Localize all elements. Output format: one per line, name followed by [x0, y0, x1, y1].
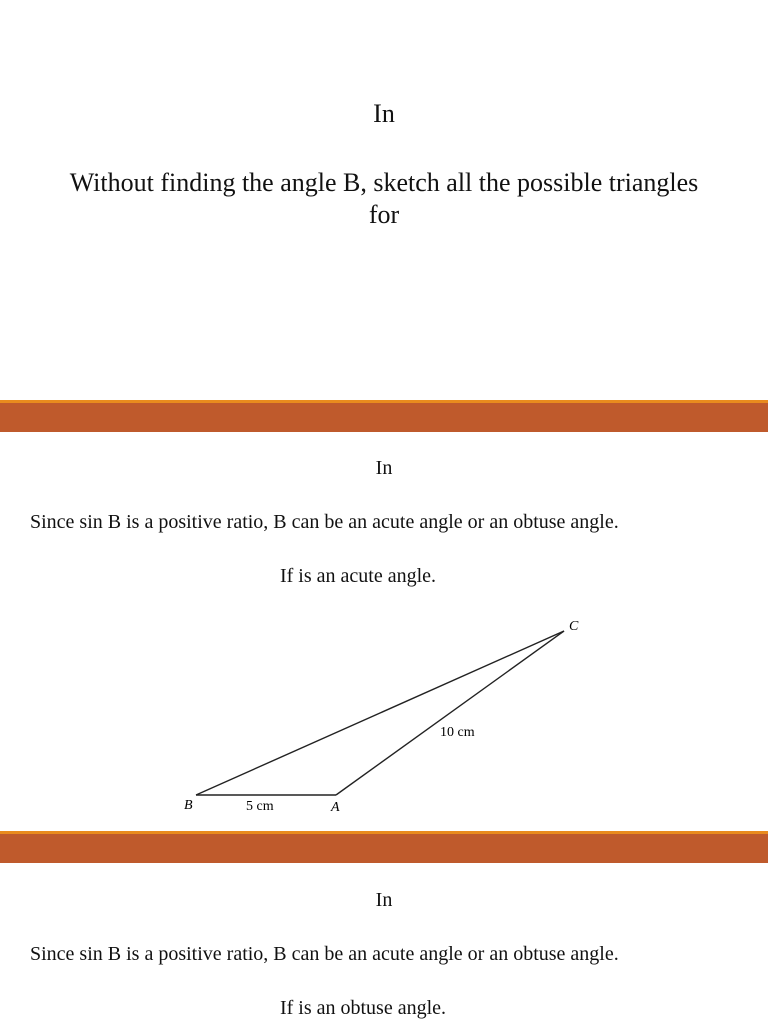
side-ac-length: 10 cm [440, 725, 475, 740]
case-text: If is an acute angle. [279, 565, 437, 587]
slide-heading: In [375, 457, 393, 479]
slide-divider [0, 400, 768, 432]
slide-question [0, 0, 768, 400]
vertex-c-label: C [569, 619, 579, 634]
triangle-diagram [0, 432, 768, 831]
statement-text: Since sin B is a positive ratio, B can be an acute angle or an obtuse angle. [30, 511, 619, 533]
side-bc-line [196, 631, 564, 795]
vertex-a-label: A [331, 800, 340, 815]
question-line-1: Without finding the angle B, sketch all the possible triangles [69, 168, 699, 197]
question-line-2: for [368, 200, 400, 229]
side-ba-length: 5 cm [246, 799, 274, 814]
side-ac-line [336, 631, 564, 795]
slide-divider [0, 831, 768, 863]
vertex-b-label: B [184, 798, 193, 813]
case-text: If is an obtuse angle. [279, 997, 447, 1019]
statement-text: Since sin B is a positive ratio, B can be an acute angle or an obtuse angle. [30, 943, 619, 965]
slide-heading: In [373, 99, 395, 128]
slide-obtuse-case [0, 865, 768, 1024]
slide-heading: In [375, 889, 393, 911]
slide-acute-case [0, 432, 768, 831]
